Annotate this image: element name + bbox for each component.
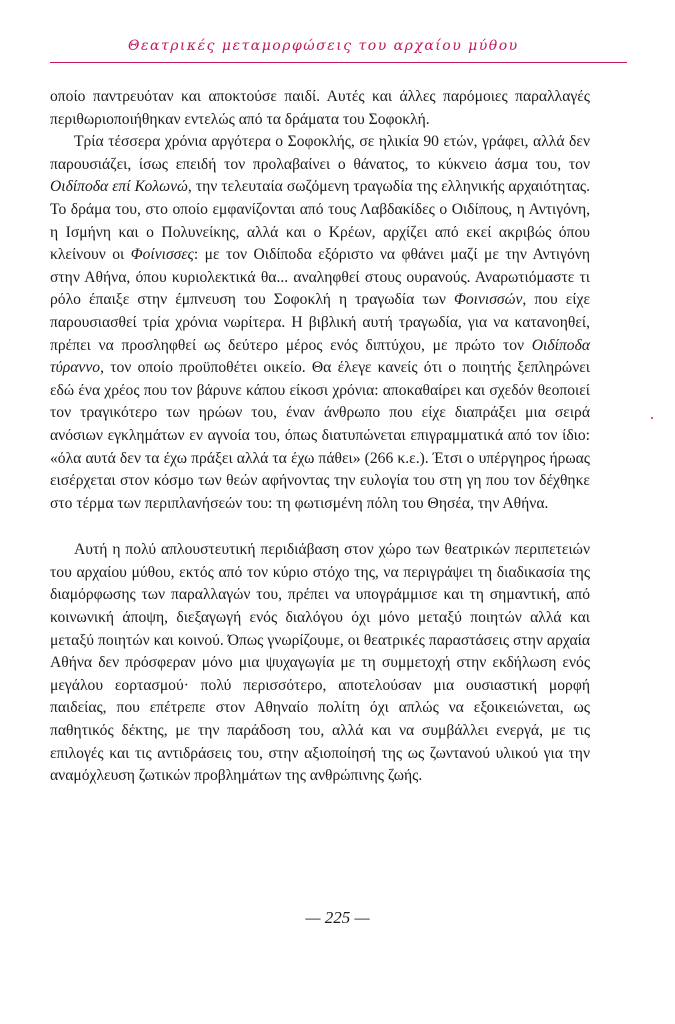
running-header: Θεατρικές μεταμορφώσεις του αρχαίου μύθου <box>128 38 519 54</box>
work-title-oedipus-at-colonus: Οιδίποδα επί Κολωνώ <box>50 178 188 196</box>
work-title-phoenissae-genitive: Φοινισσών <box>453 291 523 309</box>
paragraph-1 <box>50 86 590 131</box>
work-title-phoenissae: Φοίνισσες <box>130 246 194 264</box>
margin-mark <box>651 417 653 419</box>
paragraph-2 <box>50 131 590 515</box>
text-run: : με τον Οιδίποδα εξόριστο να φθάνει μαζί με την Αντιγόνη στην Αθήνα, όπου κυριολεκτικά θα... αναληφθεί στους ουρανούς. Αναρωτιόμαστε τι ρόλο έπαιξε στην έμπνευση του Σοφοκλή η τραγωδία των <box>50 246 590 309</box>
header-rule <box>50 62 627 63</box>
text-run: , που είχε παρουσιασθεί τρία χρόνια νωρίτερα. Η βιβλική αυτή τραγωδία, για να κατανοηθεί, πρέπει να προσληφθεί ως δεύτερο μέρος ενός διπτύχου, με πρώτο τον <box>50 291 590 354</box>
text-run: Αυτή η πολύ απλουστευτική περιδιάβαση στον χώρο των θεατρικών περιπετειών του αρχαίου μύθου, εκτός από τον κύριο στόχο της, να περιγράψει τη διαδικασία της διαμόρφωσης των παραλλαγών του, πρέπει να υπογράμμισε και τη σημαντική, από κοινωνική άποψη, διεξαγωγή ενός διαλόγου όχι μόνο μεταξύ ποιητών αλλά και μεταξύ ποιητών και κοινού. Όπως γνωρίζουμε, οι θεατρικές παραστάσεις στην αρχαία Αθήνα δεν πρόσφεραν μόνο μια ψυχαγωγία με τη συμμετοχή στην εκδήλωση ενός μεγάλου εορτασμού· πολύ περισσότερο, αποτελούσαν μια ουσιαστική μορφή παιδείας, που επέτρεπε στον Αθηναίο πολίτη όχι απλώς να εξοικειώνεται, ως παθητικός δέκτης, με την παράδοση του, αλλά και να συμβάλλει ενεργά, με τις επιλογές και τις αντιδράσεις του, στην αξιοποίησή της ως ζωντανού υλικού για την αναμόχλευση ζωτικών προβλημάτων της ανθρώπινης ζωής. <box>50 541 590 785</box>
text-run: Τρία τέσσερα χρόνια αργότερα ο Σοφοκλής, σε ηλικία 90 ετών, γράφει, αλλά δεν παρουσιάζει, ίσως επειδή τον προλαβαίνει ο θάνατος, το κύκνειο άσμα του, τον <box>50 133 590 173</box>
paragraph-3 <box>50 539 590 788</box>
paragraph-gap <box>50 515 590 539</box>
text-run: , τον οποίο προϋποθέτει οικείο. Θα έλεγε κανείς ότι ο ποιητής ξεπληρώνει εδώ ένα χρέος που τον βάρυνε κάπου είκοσι χρόνια: αποκαθαίρει και σχεδόν θεοποιεί τον τραγικότερο των ηρώων του, έναν άνθρωπο που είχε διαπράξει μια σειρά ανόσιων εγκλημάτων εν αγνοία του, όπως διατυπώνεται επιγραμματικά από τον ίδιο: «όλα αυτά δεν τα έχω πράξει αλλά τα έχω πάθει» (266 κ.ε.). Έτσι ο υπέργηρος ήρωας εισέρχεται στον κόσμο των θεών αφήνοντας την ευλογία του στη γη που τον δέχθηκε στο τέρμα των περιπλανήσεών του: τη φωτισμένη πόλη του Θησέα, την Αθήνα. <box>50 359 590 512</box>
page-number: — 225 — <box>305 908 370 927</box>
body-text <box>50 86 590 788</box>
text-run: οποίο παντρευόταν και αποκτούσε παιδί. Αυτές και άλλες παρόμοιες παραλλαγές περιθωριοποιήθηκαν εντελώς από τα δράματα του Σοφοκλή. <box>50 88 590 128</box>
text-run: , την τελευταία σωζόμενη τραγωδία της ελληνικής αρχαιότητας. Το δράμα του, στο οποίο εμφανίζονται από τους Λαβδακίδες ο Οιδίπους, η Αντιγόνη, η Ισμήνη και ο Πολυνείκης, αλλά και ο Κρέων, αρχίζει από εκεί ακριβώς όπου κλείνουν οι <box>50 178 590 264</box>
work-title-oedipus-tyrannus: Οιδίποδα τύραννο <box>50 336 590 377</box>
